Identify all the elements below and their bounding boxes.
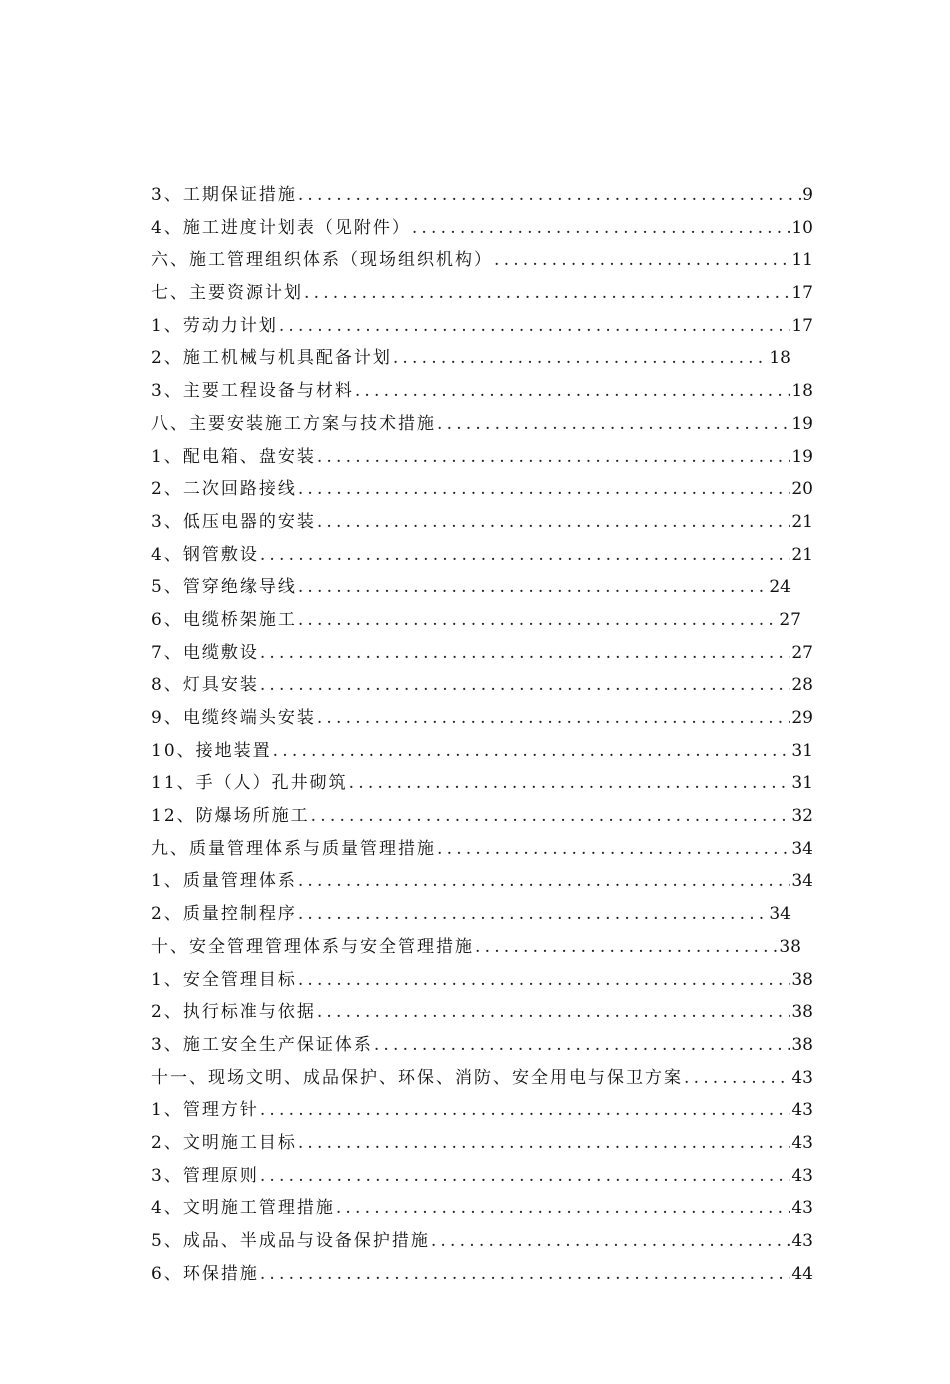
toc-entry[interactable] [151, 965, 813, 998]
toc-leader-dots [349, 773, 791, 793]
toc-entry-title: 3、工期保证措施 [151, 185, 297, 205]
toc-leader-dots [260, 1100, 791, 1120]
toc-entry[interactable] [151, 932, 813, 965]
toc-entry[interactable] [151, 376, 813, 409]
toc-entry[interactable] [151, 507, 813, 540]
toc-leader-dots [298, 610, 779, 630]
toc-entry-title: 3、施工安全生产保证体系 [151, 1034, 373, 1055]
toc-leader-dots [412, 218, 791, 238]
toc-entry-page: 19 [791, 413, 813, 434]
toc-leader-dots [494, 250, 790, 270]
toc-entry[interactable] [151, 703, 813, 736]
toc-entry-title: 2、执行标准与依据 [151, 1002, 316, 1023]
toc-leader-dots [475, 937, 778, 957]
toc-entry-title: 3、管理原则 [151, 1165, 259, 1186]
toc-leader-dots [298, 871, 791, 891]
toc-leader-dots [431, 1231, 791, 1251]
toc-entry-page: 34 [769, 904, 791, 925]
toc-entry[interactable] [151, 278, 813, 311]
toc-entry-page: 21 [791, 544, 813, 565]
toc-entry-title: 4、施工进度计划表（见附件） [151, 217, 411, 238]
toc-entry-title: 2、文明施工目标 [151, 1132, 297, 1153]
toc-leader-dots [317, 512, 791, 532]
toc-entry-page: 11 [791, 250, 813, 271]
toc-entry-page: 34 [791, 838, 813, 859]
toc-entry[interactable] [151, 605, 813, 638]
toc-entry-page: 10 [791, 217, 813, 238]
toc-entry-page: 21 [791, 511, 813, 532]
toc-entry[interactable] [151, 1226, 813, 1259]
toc-entry-page: 27 [779, 609, 801, 630]
toc-leader-dots [273, 741, 791, 761]
toc-leader-dots [260, 1166, 791, 1186]
toc-entry-page: 38 [791, 1034, 813, 1055]
toc-entry-page: 19 [791, 446, 813, 467]
toc-entry[interactable] [151, 834, 813, 867]
toc-entry[interactable] [151, 670, 813, 703]
toc-entry-title: 11、手（人）孔井砌筑 [151, 773, 348, 794]
toc-entry-title: 3、主要工程设备与材料 [151, 381, 354, 402]
toc-entry-title: 1、配电箱、盘安装 [151, 446, 316, 467]
toc-entry[interactable] [151, 1259, 813, 1292]
toc-leader-dots [437, 414, 790, 434]
toc-entry-title: 1、安全管理目标 [151, 969, 297, 990]
toc-entry-page: 43 [791, 1198, 813, 1219]
toc-leader-dots [336, 1198, 791, 1218]
toc-entry-page: 43 [791, 1231, 813, 1251]
toc-leader-dots [298, 904, 769, 924]
toc-entry[interactable] [151, 638, 813, 671]
toc-leader-dots [260, 675, 791, 695]
toc-entry-title: 5、成品、半成品与设备保护措施 [151, 1231, 430, 1251]
toc-entry-title: 2、质量控制程序 [151, 904, 297, 925]
toc-entry-page: 20 [791, 479, 813, 500]
toc-entry-page: 17 [791, 283, 813, 304]
toc-entry-page: 18 [791, 381, 813, 402]
toc-entry-page: 18 [769, 348, 791, 369]
toc-entry-title: 1、管理方针 [151, 1100, 259, 1121]
toc-entry-title: 十一、现场文明、成品保护、环保、消防、安全用电与保卫方案 [151, 1067, 683, 1088]
toc-entry[interactable] [151, 311, 813, 344]
toc-entry[interactable] [151, 801, 813, 834]
toc-leader-dots [298, 577, 769, 597]
toc-entry[interactable] [151, 1161, 813, 1194]
toc-leader-dots [304, 283, 790, 303]
toc-entry-title: 4、钢管敷设 [151, 544, 259, 565]
toc-entry-title: 4、文明施工管理措施 [151, 1198, 335, 1219]
toc-entry-page: 9 [802, 185, 813, 205]
toc-entry-title: 七、主要资源计划 [151, 283, 303, 304]
toc-entry[interactable] [151, 1193, 813, 1226]
toc-entry-page: 32 [791, 806, 813, 827]
toc-entry-page: 44 [791, 1263, 813, 1284]
toc-leader-dots [260, 545, 791, 565]
toc-leader-dots [298, 185, 801, 205]
toc-entry[interactable] [151, 1128, 813, 1161]
toc-entry-title: 3、低压电器的安装 [151, 511, 316, 532]
toc-entry[interactable] [151, 343, 813, 376]
toc-entry-title: 1、劳动力计划 [151, 315, 278, 336]
toc-entry-page: 38 [779, 936, 801, 957]
toc-entry[interactable] [151, 474, 813, 507]
toc-leader-dots [317, 447, 791, 467]
toc-entry[interactable] [151, 899, 813, 932]
table-of-contents [151, 180, 813, 1291]
toc-entry-page: 43 [791, 1165, 813, 1186]
toc-leader-dots [311, 806, 791, 826]
toc-entry-page: 34 [791, 871, 813, 892]
toc-entry[interactable] [151, 1030, 813, 1063]
toc-entry-title: 9、电缆终端头安装 [151, 708, 316, 728]
toc-leader-dots [437, 839, 790, 859]
toc-entry[interactable] [151, 180, 813, 213]
toc-entry-page: 38 [791, 1002, 813, 1023]
toc-leader-dots [260, 643, 791, 663]
toc-entry-title: 六、施工管理组织体系（现场组织机构） [151, 250, 493, 271]
toc-entry-title: 6、电缆桥架施工 [151, 609, 297, 630]
toc-entry[interactable] [151, 540, 813, 573]
toc-leader-dots [279, 316, 791, 336]
toc-entry-title: 2、二次回路接线 [151, 479, 297, 500]
toc-entry[interactable] [151, 866, 813, 899]
toc-entry-title: 12、防爆场所施工 [151, 806, 310, 827]
toc-leader-dots [317, 708, 791, 728]
toc-entry[interactable] [151, 736, 813, 769]
toc-leader-dots [298, 1133, 791, 1153]
toc-entry-title: 8、灯具安装 [151, 675, 259, 696]
toc-leader-dots [317, 1002, 791, 1022]
toc-leader-dots [260, 1264, 791, 1284]
toc-entry-page: 43 [791, 1067, 813, 1088]
toc-entry-title: 十、安全管理管理体系与安全管理措施 [151, 936, 474, 957]
toc-leader-dots [298, 970, 791, 990]
toc-entry[interactable] [151, 768, 813, 801]
toc-entry-title: 7、电缆敷设 [151, 642, 259, 663]
toc-entry-title: 2、施工机械与机具配备计划 [151, 348, 392, 369]
toc-entry-page: 43 [791, 1132, 813, 1153]
toc-leader-dots [298, 479, 791, 499]
toc-entry-page: 28 [791, 675, 813, 696]
toc-entry[interactable] [151, 572, 813, 605]
toc-entry-page: 17 [791, 315, 813, 336]
toc-leader-dots [374, 1035, 791, 1055]
toc-leader-dots [393, 348, 769, 368]
toc-entry-title: 6、环保措施 [151, 1263, 259, 1284]
toc-entry-title: 5、管穿绝缘导线 [151, 577, 297, 598]
toc-entry[interactable] [151, 245, 813, 278]
toc-entry-title: 九、质量管理体系与质量管理措施 [151, 838, 436, 859]
toc-leader-dots [684, 1068, 790, 1088]
toc-entry[interactable] [151, 442, 813, 475]
toc-entry-page: 31 [791, 773, 813, 794]
toc-entry[interactable] [151, 997, 813, 1030]
toc-entry-page: 27 [791, 642, 813, 663]
toc-entry-page: 38 [791, 969, 813, 990]
toc-entry-title: 1、质量管理体系 [151, 871, 297, 892]
toc-entry-page: 24 [769, 577, 791, 598]
toc-entry[interactable] [151, 1095, 813, 1128]
toc-entry-page: 43 [791, 1100, 813, 1121]
toc-entry-page: 31 [791, 740, 813, 761]
toc-entry-title: 八、主要安装施工方案与技术措施 [151, 413, 436, 434]
toc-leader-dots [355, 381, 791, 401]
toc-entry-title: 10、接地装置 [151, 740, 272, 761]
toc-entry[interactable] [151, 1063, 813, 1096]
toc-entry[interactable] [151, 409, 813, 442]
toc-entry[interactable] [151, 213, 813, 246]
toc-entry-page: 29 [791, 708, 813, 728]
